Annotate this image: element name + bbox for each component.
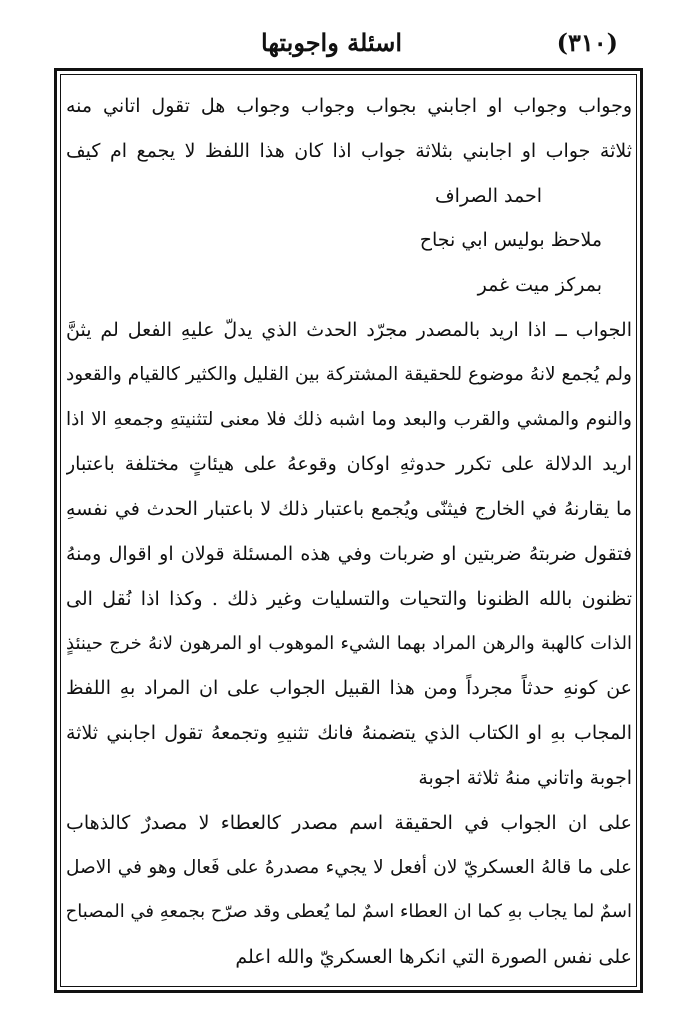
body-line: ثلاثة جواب او اجابني بثلاثة جواب اذا كان هذا اللفظ لا يجمع ام كيف [66, 139, 632, 162]
body-line: عن كونهِ حدثاً مجرداً ومن هذا القبيل الجواب على ان المراد بهِ اللفظ [66, 677, 632, 700]
page-header [40, 22, 642, 62]
body-line: اريد الدلالة على تكرر حدوثهِ اوكان وقوعهُ على هيئاتٍ مختلفة باعتبار [66, 453, 632, 476]
body-line: ولم يُجمع لانهُ موضوع للحقيقة المشتركة بين القليل والكثير كالقيام والقعود [66, 363, 632, 385]
signature-place: بمركز ميت غمر [477, 274, 602, 297]
signature-name: احمد الصراف [434, 184, 542, 207]
signature-title: ملاحظ بوليس ابي نجاح [419, 229, 602, 252]
body-line: اسمٌ لما يجاب بهِ كما ان العطاء اسمٌ لما يُعطى وقد صرّح بجمعهِ في المصباح [66, 901, 632, 923]
body-line: تظنون بالله الظنونا والتحيات والتسليات وغير ذلك . وكذا اذا نُقل الى [66, 587, 632, 610]
body-line: المجاب بهِ او الكتاب الذي يتضمنهُ فانك تثنيهِ وتجمعهُ تقول اجابني ثلاثة [66, 722, 632, 745]
body-line: على ان الجواب في الحقيقة اسم مصدر كالعطاء لا مصدرٌ كالذهاب [66, 811, 632, 834]
body-line: ما يقارنهُ في الخارج فيثنّى ويُجمع باعتبار ذلك لا باعتبار الحدث في نفسهِ [66, 498, 632, 521]
body-line: والنوم والمشي والقرب والبعد وما اشبه ذلك فلا معنى لتثنيتهِ وجمعهِ الا اذا [66, 408, 632, 430]
body-line: اجوبة واتاني منهُ ثلاثة اجوبة [418, 766, 632, 789]
body-line: على نفس الصورة التي انكرها العسكريّ والله اعلم [235, 946, 632, 969]
body-line: فتقول ضربتهُ ضربتين او ضربات وفي هذه المسئلة قولان او اقوال ومنهُ [66, 542, 632, 565]
running-title: اسئلة واجوبتها [261, 28, 402, 57]
text-body [66, 84, 632, 980]
body-line: الذات كالهبة والرهن المراد بهما الشيء الموهوب او المرهون لانهُ خرج حينئذٍ [66, 632, 632, 654]
body-line: الجواب ــ اذا اريد بالمصدر مجرّد الحدث الذي يدلّ عليهِ الفعل لم يثنَّ [66, 318, 632, 341]
page-number: (٣١٠) [556, 28, 618, 57]
body-line: على ما قالهُ العسكريّ لان أفعل لا يجيء مصدرهُ على فَعال وهو في الاصل [66, 856, 632, 878]
body-line: وجواب وجواب او اجابني بجواب وجواب وجواب هل تقول اتاني منه [66, 95, 632, 117]
